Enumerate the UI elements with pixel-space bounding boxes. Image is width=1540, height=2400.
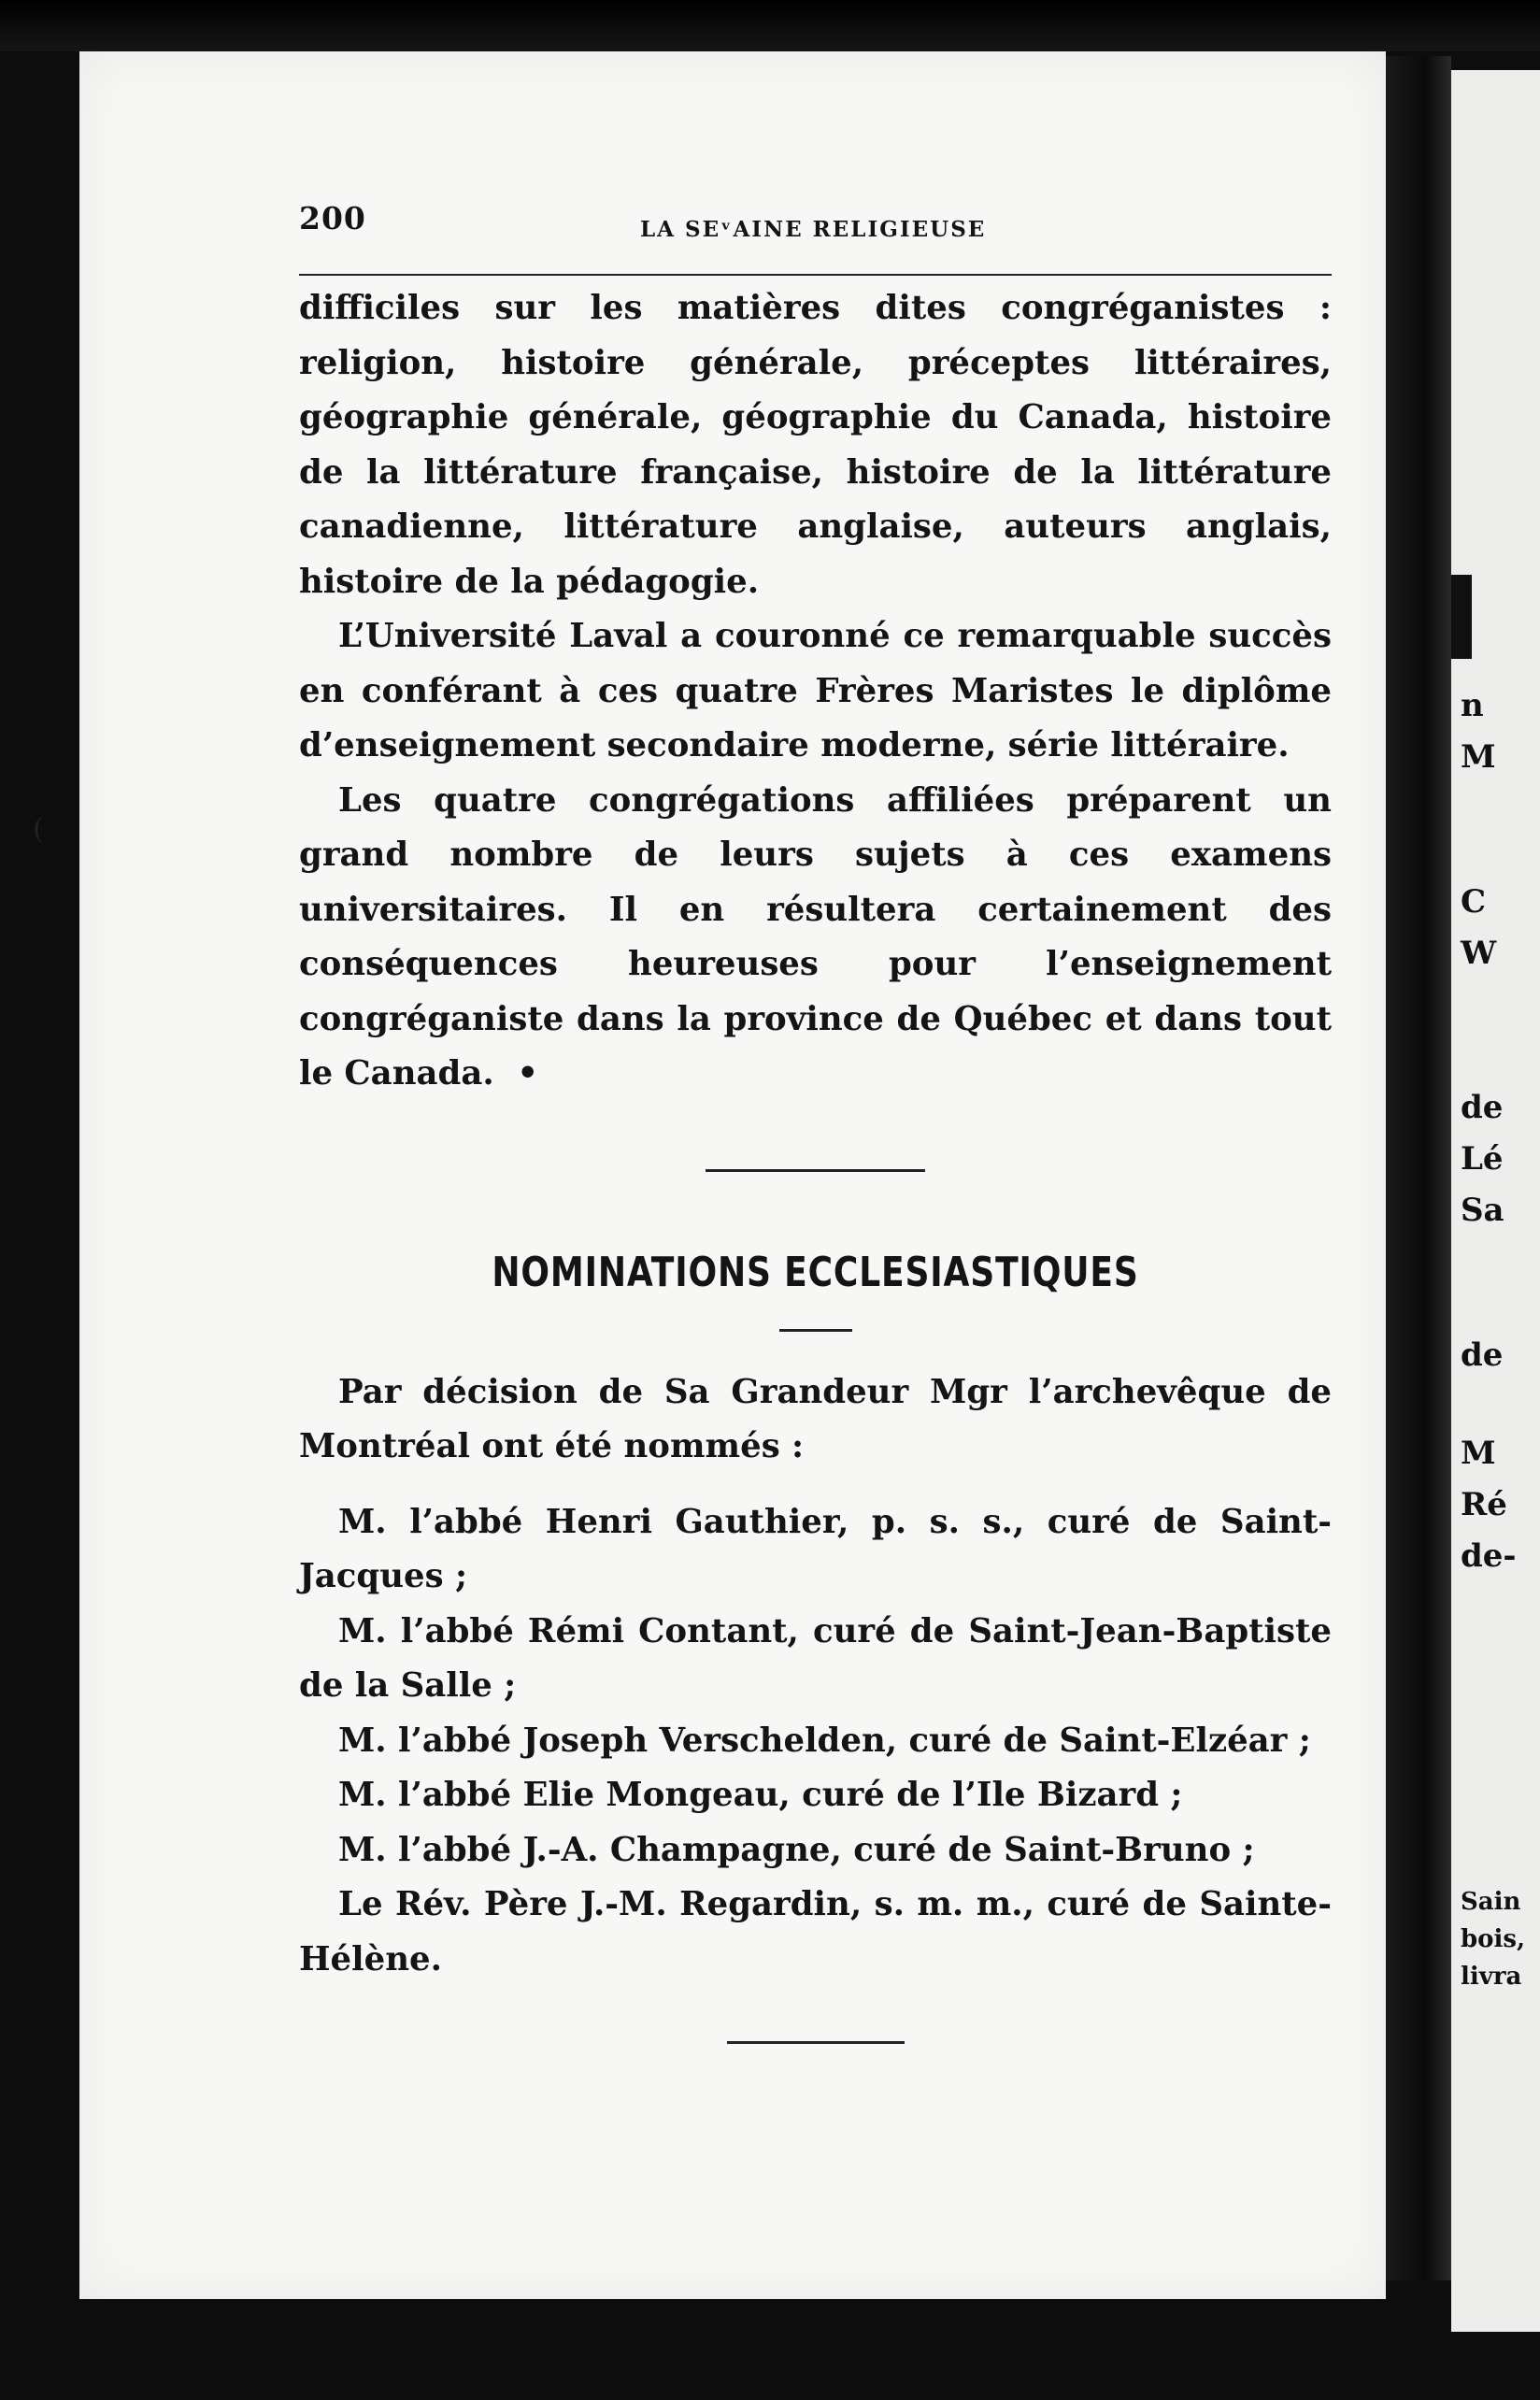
facing-fragment: de [1461,1336,1504,1374]
page-content [299,192,1332,2044]
facing-fragment: de- [1461,1537,1517,1575]
running-title: LA SEᵛAINE RELIGIEUSE [640,217,987,242]
title-rule [779,1329,852,1332]
facing-fragment: n [1461,687,1484,724]
facing-fragment: bois, [1461,1925,1526,1953]
facing-fragment: M [1461,738,1496,776]
facing-fragment: Sain [1461,1888,1521,1916]
paragraph-text: Les quatre congrégations affiliées préparent un grand nombre de leurs sujets à ces examens universitaires. Il en résultera certainement des conséquences heureuses pour l’enseignement congréganiste dans la province de Québec et dans tout le Canada. [299,780,1332,1093]
book-gutter [1386,56,1451,2280]
scan-speck: ( [33,813,44,846]
paragraph: L’Université Laval a couronné ce remarquable succès en conférant à ces quatre Frères Maristes le diplôme d’enseignement secondaire moderne, série littéraire. [299,617,1332,764]
appointment-item: M. l’abbé Elie Mongeau, curé de l’Ile Bizard ; [338,1776,1183,1814]
facing-fragment: de [1461,1089,1504,1126]
paragraph-bullet: • [517,1054,539,1093]
appointment-item: Le Rév. Père J.-M. Regardin, s. m. m., curé de Sainte-Hélène. [299,1885,1332,1979]
facing-fragment: livra [1461,1963,1522,1991]
facing-fragment: Lé [1461,1140,1504,1178]
header-rule [299,274,1332,276]
page-number: 200 [299,200,366,236]
section-divider [706,1169,925,1172]
section-intro: Par décision de Sa Grandeur Mgr l’archevêque de Montréal ont été nommés : [299,1372,1332,1465]
facing-fragment: Ré [1461,1486,1507,1523]
facing-fragment: M [1461,1435,1496,1472]
facing-page [1451,70,1540,2332]
scan-border [0,0,1540,51]
facing-fragment: Sa [1461,1192,1504,1229]
paragraph [299,774,1332,1102]
section-title: NOMINATIONS ECCLESIASTIQUES [492,1248,1139,1296]
end-divider [727,2041,905,2044]
appointment-item: M. l’abbé J.-A. Champagne, curé de Saint-Bruno ; [338,1830,1255,1869]
appointment-item: M. l’abbé Henri Gauthier, p. s. s., curé de Saint-Jacques ; [299,1502,1332,1595]
appointment-item: M. l’abbé Rémi Contant, curé de Saint-Jean-Baptiste de la Salle ; [299,1611,1332,1705]
appointment-item: M. l’abbé Joseph Verschelden, curé de Saint-Elzéar ; [338,1721,1311,1760]
facing-fragment: W [1461,935,1497,972]
running-header [299,192,1332,242]
facing-page-ink-block [1451,575,1472,659]
facing-fragment: C [1461,883,1487,921]
paragraph-continued: difficiles sur les matières dites congréganistes : religion, histoire générale, préceptes littéraires, géographie générale, géographie du Canada, histoire de la littérature française, histoire de la littérature canadienne, littérature anglaise, auteurs anglais, histoire de la pédagogie. [299,289,1332,601]
